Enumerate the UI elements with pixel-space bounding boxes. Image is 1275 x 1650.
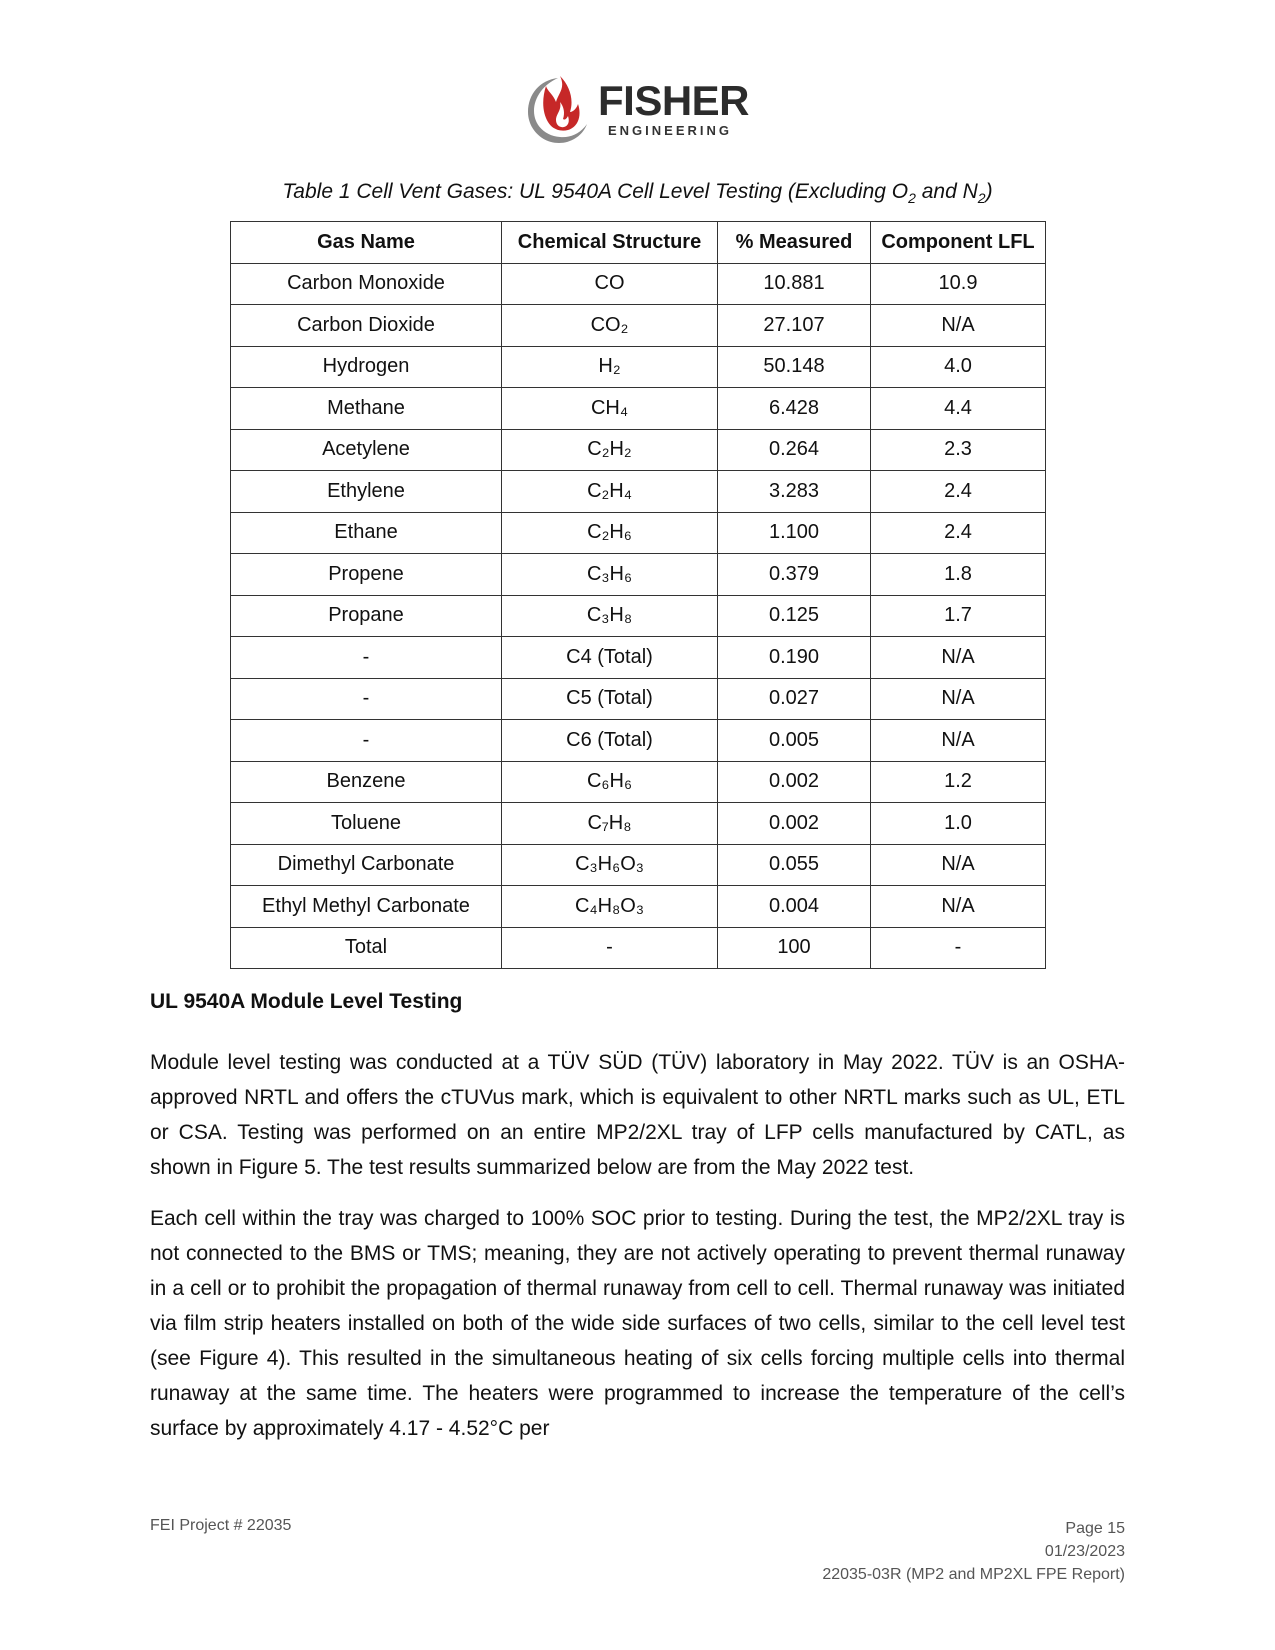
cell-gas-name: Methane [231, 388, 502, 430]
cell-structure: C₆H₆ [502, 761, 718, 803]
cell-gas-name: Hydrogen [231, 346, 502, 388]
cell-gas-name: Acetylene [231, 429, 502, 471]
table-row [231, 512, 1046, 554]
cell-structure: C₃H₆ [502, 554, 718, 596]
table-total-row [231, 927, 1046, 969]
cell-gas-name: Total [231, 927, 502, 969]
cell-gas-name: Ethyl Methyl Carbonate [231, 886, 502, 928]
footer-project: FEI Project # 22035 [150, 1517, 292, 1534]
section-heading: UL 9540A Module Level Testing [150, 990, 463, 1013]
cell-gas-name: Ethane [231, 512, 502, 554]
cell-gas-name: Propane [231, 595, 502, 637]
table-row [231, 388, 1046, 430]
cell-measured: 0.264 [718, 429, 871, 471]
cell-measured: 1.100 [718, 512, 871, 554]
cell-structure: - [502, 927, 718, 969]
cell-lfl: 4.0 [871, 346, 1046, 388]
cell-measured: 27.107 [718, 305, 871, 347]
footer-date: 01/23/2023 [1044, 1543, 1125, 1560]
cell-gas-name: - [231, 637, 502, 679]
cell-structure: C₂H₄ [502, 471, 718, 513]
table-row [231, 761, 1046, 803]
header-component-lfl: Component LFL [871, 222, 1046, 264]
table-row [231, 429, 1046, 471]
cell-lfl: 1.7 [871, 595, 1046, 637]
cell-lfl: 1.2 [871, 761, 1046, 803]
cell-lfl: 2.4 [871, 512, 1046, 554]
cell-structure: C4 (Total) [502, 637, 718, 679]
cell-lfl: 2.3 [871, 429, 1046, 471]
table-row [231, 305, 1046, 347]
cell-measured: 10.881 [718, 263, 871, 305]
table-row [231, 844, 1046, 886]
cell-lfl: N/A [871, 844, 1046, 886]
cell-lfl: N/A [871, 886, 1046, 928]
cell-gas-name: Carbon Monoxide [231, 263, 502, 305]
logo-wordmark: FISHER [598, 77, 750, 124]
cell-structure: C₄H₈O₃ [502, 886, 718, 928]
cell-measured: 0.190 [718, 637, 871, 679]
table-row [231, 595, 1046, 637]
cell-structure: CO [502, 263, 718, 305]
cell-structure: CO₂ [502, 305, 718, 347]
cell-structure: C5 (Total) [502, 678, 718, 720]
cell-gas-name: Toluene [231, 803, 502, 845]
cell-gas-name: - [231, 678, 502, 720]
footer-report-id: 22035-03R (MP2 and MP2XL FPE Report) [822, 1566, 1125, 1583]
cell-measured: 0.004 [718, 886, 871, 928]
paragraph-2: Each cell within the tray was charged to 100% SOC prior to testing. During the test, the MP2/2XL tray is not connected to the BMS or TMS; meaning, they are not actively operating to prevent thermal runaway in a cell or to prohibit the propagation of thermal runaway from cell to cell. Thermal runaway was initiated via film strip heaters installed on both of the wide side surfaces of two cells, similar to the cell level test (see Figure 4). This resulted in the simultaneous heating of six cells forcing multiple cells into thermal runaway at the same time. The heaters were programmed to increase the temperature of the cell’s surface by approximately 4.17 - 4.52°C per [150, 1207, 1125, 1440]
cell-lfl: N/A [871, 678, 1046, 720]
cell-gas-name: Carbon Dioxide [231, 305, 502, 347]
flame-logo-icon [520, 72, 596, 148]
cell-gas-name: Dimethyl Carbonate [231, 844, 502, 886]
logo-subtitle: ENGINEERING [608, 123, 733, 138]
table-row [231, 346, 1046, 388]
table-row [231, 886, 1046, 928]
cell-measured: 50.148 [718, 346, 871, 388]
cell-lfl: 1.0 [871, 803, 1046, 845]
cell-measured: 0.055 [718, 844, 871, 886]
cell-measured: 100 [718, 927, 871, 969]
cell-structure: C₇H₈ [502, 803, 718, 845]
table-row [231, 471, 1046, 513]
gas-table [230, 221, 1046, 969]
cell-measured: 6.428 [718, 388, 871, 430]
header-gas-name: Gas Name [231, 222, 502, 264]
cell-structure: H₂ [502, 346, 718, 388]
cell-measured: 0.027 [718, 678, 871, 720]
cell-lfl: N/A [871, 720, 1046, 762]
cell-structure: C₂H₆ [502, 512, 718, 554]
cell-gas-name: Ethylene [231, 471, 502, 513]
cell-gas-name: Propene [231, 554, 502, 596]
cell-measured: 0.002 [718, 803, 871, 845]
paragraph-1: Module level testing was conducted at a TÜV SÜD (TÜV) laboratory in May 2022. TÜV is an OSHA-approved NRTL and offers the cTUVus mark, which is equivalent to other NRTL marks such as UL, ETL or CSA. Testing was performed on an entire MP2/2XL tray of LFP cells manufactured by CATL, as shown in Figure 5. The test results summarized below are from the May 2022 test. [150, 1051, 1125, 1179]
table-row [231, 554, 1046, 596]
cell-measured: 0.125 [718, 595, 871, 637]
cell-measured: 3.283 [718, 471, 871, 513]
cell-lfl: 10.9 [871, 263, 1046, 305]
table-row [231, 803, 1046, 845]
cell-gas-name: - [231, 720, 502, 762]
cell-lfl: 1.8 [871, 554, 1046, 596]
cell-structure: C₃H₈ [502, 595, 718, 637]
footer-page-number: Page 15 [1065, 1520, 1125, 1537]
cell-measured: 0.379 [718, 554, 871, 596]
company-logo [520, 72, 760, 152]
cell-structure: CH₄ [502, 388, 718, 430]
table-row [231, 720, 1046, 762]
cell-structure: C₃H₆O₃ [502, 844, 718, 886]
table-row [231, 637, 1046, 679]
cell-measured: 0.005 [718, 720, 871, 762]
cell-lfl: N/A [871, 637, 1046, 679]
table-caption: Table 1 Cell Vent Gases: UL 9540A Cell Level Testing (Excluding $O_2$ and $N_2$) [282, 180, 993, 207]
cell-lfl: - [871, 927, 1046, 969]
cell-lfl: N/A [871, 305, 1046, 347]
cell-lfl: 2.4 [871, 471, 1046, 513]
cell-structure: C₂H₂ [502, 429, 718, 471]
table-row [231, 678, 1046, 720]
footer-meta [822, 1517, 1125, 1586]
header-chemical-structure: Chemical Structure [502, 222, 718, 264]
table-row [231, 263, 1046, 305]
cell-gas-name: Benzene [231, 761, 502, 803]
cell-lfl: 4.4 [871, 388, 1046, 430]
cell-measured: 0.002 [718, 761, 871, 803]
header-percent-measured: % Measured [718, 222, 871, 264]
table-header-row [231, 222, 1046, 264]
cell-structure: C6 (Total) [502, 720, 718, 762]
